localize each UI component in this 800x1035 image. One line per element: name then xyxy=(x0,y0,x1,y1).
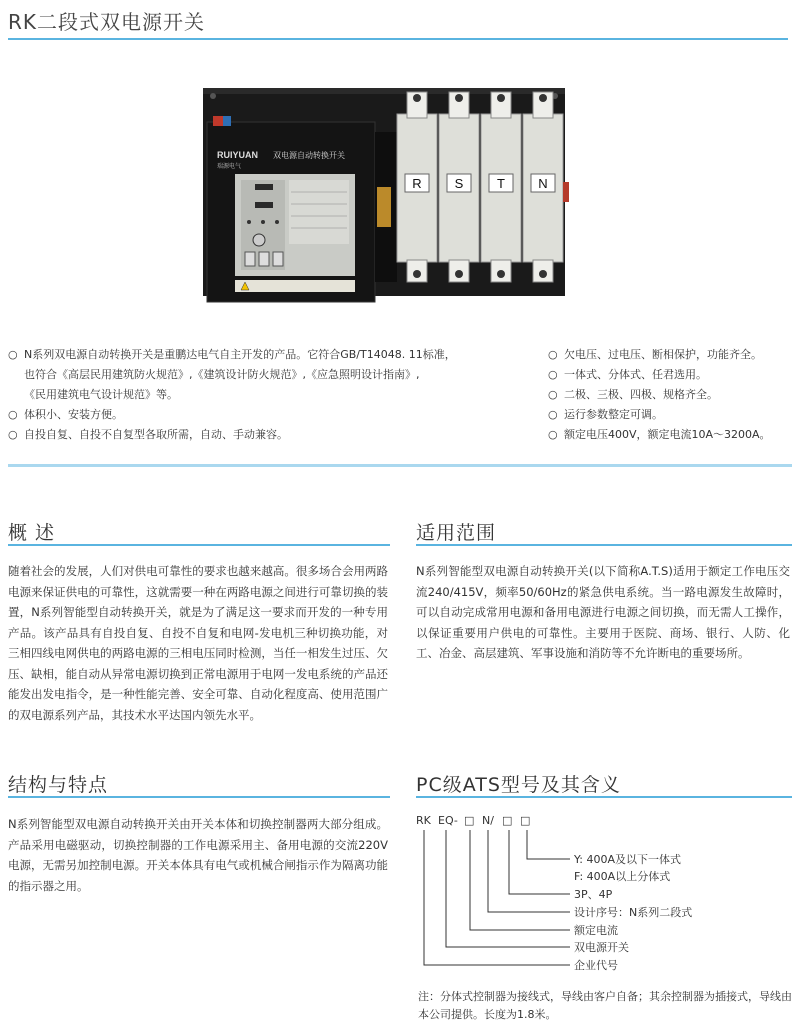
product-photo xyxy=(195,82,580,307)
bullet-icon: ○ xyxy=(548,348,558,361)
model-code-diagram xyxy=(412,810,792,990)
bullet-icon: ○ xyxy=(548,428,558,441)
label-rated-current: 额定电流 xyxy=(574,924,618,937)
bullet-icon: ○ xyxy=(548,368,558,381)
label-type-f: F: 400A以上分体式 xyxy=(574,870,671,883)
bullet-icon xyxy=(8,385,24,405)
code-part-type: □ xyxy=(520,814,531,827)
bullet-icon: ○ xyxy=(548,388,558,401)
feature-item: ○ N系列双电源自动转换开关是重鹏达电气自主开发的产品。它符合GB/T14048. 11标准， xyxy=(8,345,543,365)
bullet-icon: ○ xyxy=(8,348,18,361)
feature-item: ○ 体积小、安装方便。 xyxy=(8,405,543,425)
features-left xyxy=(8,345,543,445)
label-design-no: 设计序号：N系列二段式 xyxy=(574,906,693,919)
phase-label-t: T xyxy=(497,176,505,191)
code-part-poles: □ xyxy=(502,814,513,827)
bullet-icon xyxy=(8,365,24,385)
feature-item: ○ 二极、三极、四极、规格齐全。 xyxy=(548,385,798,405)
feature-item: ○ 运行参数整定可调。 xyxy=(548,405,798,425)
scope-text: N系列智能型双电源自动转换开关(以下简称A.T.S)适用于额定工作电压交流240/415V，频率50/60Hz的紧急供电系统。当一路电源发生故障时，可以自动完成常用电源和备用电源进行电源之间切换，而无需人工操作，以保证重要用户供电的可靠性。主要用于医院、商场、银行、人防、化工、冶金、高层建筑、军事设施和消防等不允许断电的重要场所。 xyxy=(416,564,790,660)
overview-heading: 概 述 xyxy=(8,522,56,544)
page-title: RK二段式双电源开关 xyxy=(8,10,206,34)
feature-item: ○ 自投自复、自投不自复型各取所需，自动、手动兼容。 xyxy=(8,425,543,445)
phase-label-r: R xyxy=(412,176,422,191)
label-poles: 3P、4P xyxy=(574,888,613,901)
model-note: 注：分体式控制器为接线式，导线由客户自备；其余控制器为插接式，导线由本公司提供。长度为1.8米。 xyxy=(418,990,792,1021)
code-part-company: RK xyxy=(416,814,431,827)
feature-item: ○ 一体式、分体式、任君选用。 xyxy=(548,365,798,385)
label-company-code: 企业代号 xyxy=(574,959,618,972)
structure-heading-line xyxy=(8,796,390,798)
code-part-eq: EQ- xyxy=(438,814,458,827)
brand-logo: RUIYUAN xyxy=(217,150,259,160)
title-divider xyxy=(8,38,788,40)
section-divider xyxy=(8,464,792,467)
label-type-y: Y: 400A及以下一体式 xyxy=(574,853,681,866)
scope-heading-line xyxy=(416,544,792,546)
phase-label-n: N xyxy=(538,176,548,191)
code-part-current: □ xyxy=(464,814,475,827)
bullet-icon: ○ xyxy=(8,428,18,441)
scope-heading: 适用范围 xyxy=(416,522,497,544)
panel-title: 双电源自动转换开关 xyxy=(273,151,345,160)
label-dual-power: 双电源开关 xyxy=(574,941,629,954)
feature-item: 《民用建筑电气设计规范》等。 xyxy=(8,385,543,405)
bullet-icon: ○ xyxy=(548,408,558,421)
feature-item: ○ 额定电压400V，额定电流10A～3200A。 xyxy=(548,425,798,445)
brand-cn: 瑞源电气 xyxy=(217,163,242,170)
structure-heading: 结构与特点 xyxy=(8,774,109,796)
overview-text: 随着社会的发展，人们对供电可靠性的要求也越来越高。很多场合会用两路电源来保证供电的可靠性，这就需要一种在两路电源之间进行可靠切换的装置，N系列智能型自动转换开关，就是为了满足这一要求而开发的一种专用产品。该产品具有自投自复、自投不自复和电网-发电机三种切换功能，对三相四线电网供电的两路电源的三相电压同时检测，当任一相发生过压、欠压、缺相，能自动从异常电源切换到正常电源用于电网一发电系统的产品还能发出发电指令，是一种性能完善、安全可靠、自动化程度高、使用范围广的双电源系列产品，其技术水平达国内领先水平。 xyxy=(8,564,388,722)
features-right xyxy=(548,345,798,445)
code-part-n: N/ xyxy=(482,814,494,827)
feature-item: ○ 欠电压、过电压、断相保护，功能齐全。 xyxy=(548,345,798,365)
model-heading: PC级ATS型号及其含义 xyxy=(416,774,621,796)
phase-label-s: S xyxy=(454,176,464,191)
model-heading-line xyxy=(416,796,792,798)
structure-text: N系列智能型双电源自动转换开关由开关本体和切换控制器两大部分组成。产品采用电磁驱动，切换控制器的工作电源采用主、备用电源的交流220V电源，无需另加控制电源。开关本体具有电气或机械合闸指示作为隔离功能的指示器之用。 xyxy=(8,817,388,893)
feature-item: 也符合《高层民用建筑防火规范》,《建筑设计防火规范》,《应急照明设计指南》, xyxy=(8,365,543,385)
bullet-icon: ○ xyxy=(8,408,18,421)
overview-heading-line xyxy=(8,544,390,546)
